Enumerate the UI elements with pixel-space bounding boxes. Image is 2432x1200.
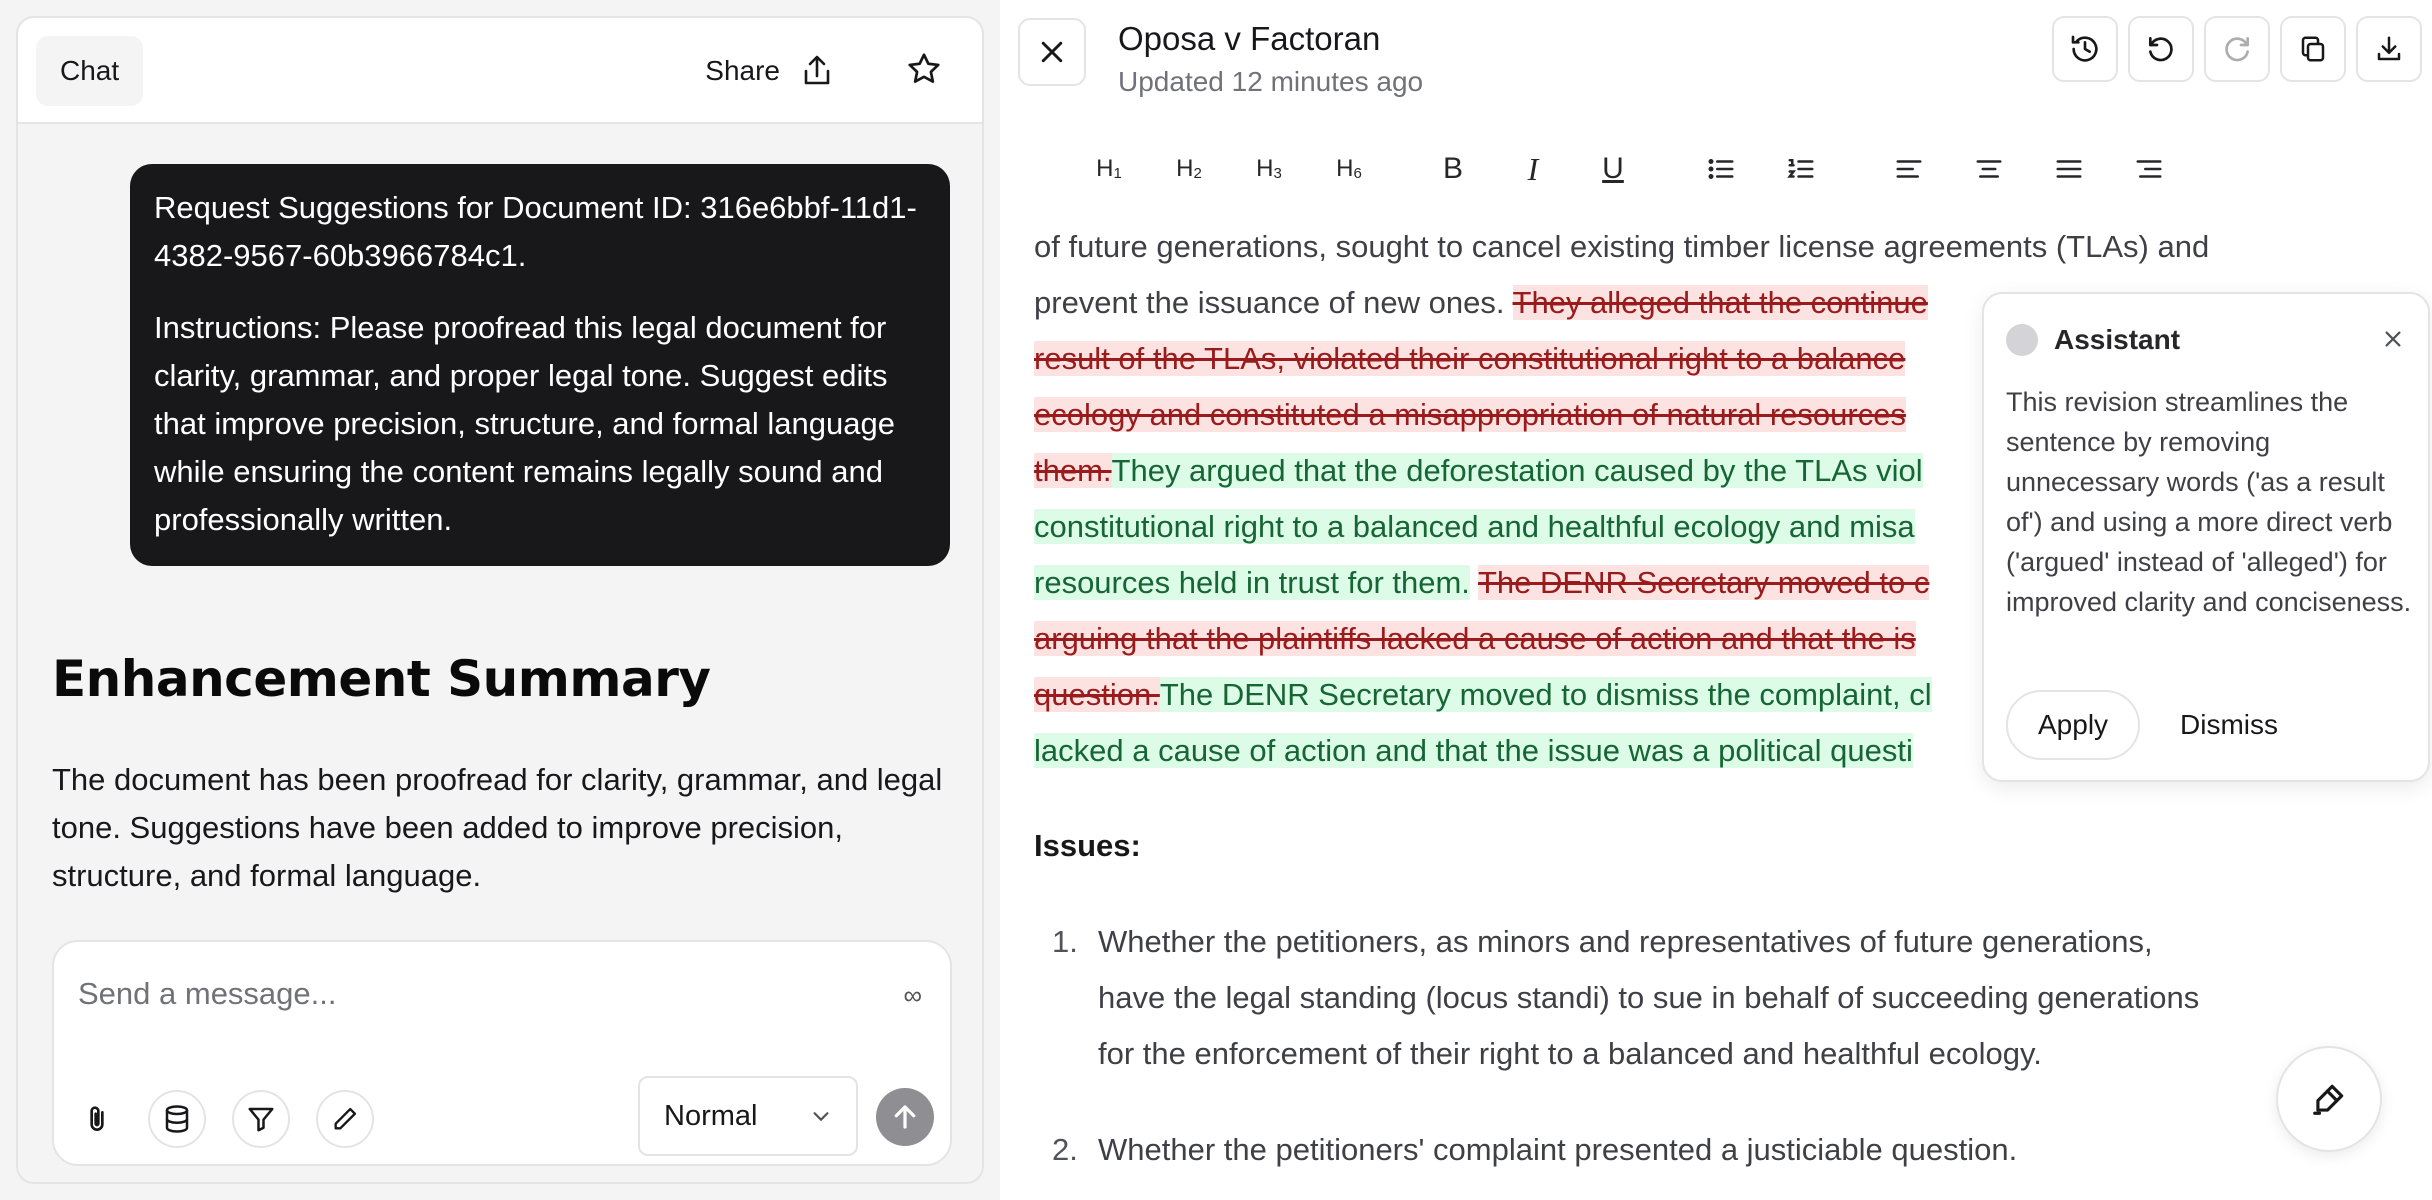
deleted-text: question. bbox=[1034, 677, 1160, 712]
text-line bbox=[1034, 387, 1906, 443]
text-line bbox=[1034, 499, 1915, 555]
document-panel bbox=[1000, 0, 2432, 1200]
list-item-number: 2. bbox=[1052, 1132, 1078, 1167]
heading-1-button[interactable] bbox=[1086, 146, 1132, 192]
upload-icon bbox=[802, 54, 832, 88]
copy-button[interactable] bbox=[2280, 16, 2346, 82]
align-left-icon bbox=[1894, 154, 1924, 184]
dismiss-button[interactable]: Dismiss bbox=[2180, 709, 2278, 740]
list-item-line: for the enforcement of their right to a balanced and healthful ecology. bbox=[1098, 1036, 2042, 1071]
heading-6-level: 6 bbox=[1353, 165, 1362, 182]
close-icon bbox=[1037, 37, 1067, 67]
user-message-request: Request Suggestions for Document ID: 316e6bbf-11d1-4382-9567-60b3966784c1. bbox=[154, 190, 917, 273]
filter-icon bbox=[246, 1104, 276, 1134]
text-line bbox=[1034, 555, 1929, 611]
infinity-icon: ∞ bbox=[903, 980, 922, 1010]
heading-6-button[interactable] bbox=[1326, 146, 1372, 192]
heading-2-level: 2 bbox=[1193, 165, 1202, 182]
inserted-text: The DENR Secretary moved to dismiss the complaint, cl bbox=[1159, 677, 1932, 712]
heading-2-label: H bbox=[1176, 155, 1194, 182]
text-line bbox=[1034, 667, 1932, 723]
deleted-text: them. bbox=[1034, 453, 1112, 488]
version-history-button[interactable] bbox=[2052, 16, 2118, 82]
text-line bbox=[1034, 331, 1905, 387]
favorite-button[interactable] bbox=[906, 51, 946, 91]
inserted-text: constitutional right to a balanced and healthful ecology and misa bbox=[1034, 509, 1915, 544]
redo-button[interactable] bbox=[2204, 16, 2270, 82]
bullet-list-icon bbox=[1706, 154, 1736, 184]
star-icon bbox=[906, 51, 942, 87]
close-document-button[interactable] bbox=[1018, 18, 1086, 86]
chevron-down-icon bbox=[810, 1105, 832, 1127]
suggestion-text: This revision streamlines the sentence by removing unnecessary words ('as a result of') and using a more direct verb ('argued' instead of 'alleged') for improved clarity and conciseness. bbox=[2006, 387, 2412, 617]
text-line bbox=[1034, 219, 2209, 275]
arrow-up-icon bbox=[890, 1102, 920, 1132]
message-composer bbox=[52, 940, 952, 1166]
chat-area bbox=[0, 0, 1000, 1200]
edit-button[interactable] bbox=[316, 1090, 374, 1148]
text-line bbox=[1034, 723, 1913, 779]
text-line bbox=[1034, 275, 1928, 331]
align-center-icon bbox=[1974, 154, 2004, 184]
heading-6-label: H bbox=[1336, 155, 1354, 182]
document-title: Oposa v Factoran bbox=[1118, 20, 1381, 57]
close-icon bbox=[2382, 328, 2404, 350]
align-right-icon bbox=[2134, 154, 2164, 184]
deleted-text: ecology and constituted a misappropriation of natural resources bbox=[1034, 397, 1906, 432]
deleted-text: The DENR Secretary moved to c bbox=[1477, 565, 1930, 600]
copy-icon bbox=[2298, 34, 2328, 64]
database-button[interactable] bbox=[148, 1090, 206, 1148]
chat-panel bbox=[16, 16, 984, 1184]
message-input[interactable] bbox=[78, 976, 838, 1012]
list-item-line: Whether the petitioners' complaint presented a justiciable question. bbox=[1098, 1132, 2018, 1167]
send-button[interactable] bbox=[876, 1088, 934, 1146]
pen-icon bbox=[2310, 1080, 2348, 1118]
document-updated: Updated 12 minutes ago bbox=[1118, 66, 1424, 97]
pencil-icon bbox=[331, 1105, 359, 1133]
underline-icon: U bbox=[1602, 152, 1624, 185]
share-label: Share bbox=[705, 55, 780, 86]
align-justify-button[interactable] bbox=[2046, 146, 2092, 192]
summary-title: Enhancement Summary bbox=[52, 650, 711, 708]
inserted-text: lacked a cause of action and that the issue was a political questi bbox=[1034, 733, 1913, 768]
bold-icon: B bbox=[1442, 152, 1463, 185]
edit-fab-button[interactable] bbox=[2276, 1046, 2382, 1152]
bold-button[interactable] bbox=[1430, 146, 1476, 192]
text-line bbox=[1034, 443, 1923, 499]
download-button[interactable] bbox=[2356, 16, 2422, 82]
chat-header bbox=[18, 18, 982, 124]
user-message bbox=[130, 164, 950, 566]
issues-heading: Issues: bbox=[1034, 828, 1141, 863]
align-left-button[interactable] bbox=[1886, 146, 1932, 192]
deleted-text: result of the TLAs, violated their constitutional right to a balance bbox=[1034, 341, 1906, 376]
assistant-avatar bbox=[2006, 324, 2038, 356]
text-span: prevent the issuance of new ones. bbox=[1034, 285, 1513, 320]
list-item-number: 1. bbox=[1052, 924, 1078, 959]
heading-3-button[interactable] bbox=[1246, 146, 1292, 192]
chat-tab[interactable]: Chat bbox=[36, 36, 143, 106]
mode-select[interactable] bbox=[638, 1076, 858, 1156]
heading-2-button[interactable] bbox=[1166, 146, 1212, 192]
text-span bbox=[1470, 565, 1478, 600]
inserted-text: resources held in trust for them. bbox=[1034, 565, 1470, 600]
text-line bbox=[1034, 611, 1916, 667]
suggestion-author: Assistant bbox=[2054, 324, 2181, 355]
close-suggestion-button[interactable] bbox=[2378, 324, 2408, 354]
bullet-list-button[interactable] bbox=[1698, 146, 1744, 192]
deleted-text: They alleged that the continue bbox=[1512, 285, 1928, 320]
apply-button[interactable]: Apply bbox=[2006, 690, 2140, 760]
numbered-list-icon bbox=[1786, 154, 1816, 184]
filter-button[interactable] bbox=[232, 1090, 290, 1148]
attach-button[interactable] bbox=[68, 1090, 126, 1148]
summary-body: The document has been proofread for clarity, grammar, and legal tone. Suggestions have been added to improve precision, structure, and formal language. bbox=[52, 762, 943, 893]
heading-1-level: 1 bbox=[1113, 165, 1122, 182]
italic-button[interactable] bbox=[1510, 146, 1556, 192]
document-actions bbox=[2052, 16, 2422, 82]
align-justify-icon bbox=[2054, 154, 2084, 184]
history-icon bbox=[2069, 33, 2101, 65]
align-right-button[interactable] bbox=[2126, 146, 2172, 192]
deleted-text: arguing that the plaintiffs lacked a cause of action and that the is bbox=[1034, 621, 1916, 656]
inserted-text: They argued that the deforestation caused by the TLAs viol bbox=[1111, 453, 1923, 488]
suggestion-card bbox=[1982, 292, 2430, 782]
share-button[interactable] bbox=[705, 36, 832, 106]
numbered-list-button[interactable] bbox=[1778, 146, 1824, 192]
redo-icon bbox=[2221, 33, 2253, 65]
database-icon bbox=[162, 1104, 192, 1134]
download-icon bbox=[2374, 34, 2404, 64]
mode-select-value: Normal bbox=[664, 1099, 758, 1132]
user-message-instructions: Instructions: Please proofread this legal document for clarity, grammar, and proper legal tone. Suggest edits that improve precision, structure, and formal language while ensuring the content remains legally sound and professionally written. bbox=[154, 310, 895, 537]
list-item-line: have the legal standing (locus standi) to sue in behalf of succeeding generations bbox=[1098, 980, 2200, 1015]
list-item-line: Whether the petitioners, as minors and representatives of future generations, bbox=[1098, 924, 2153, 959]
undo-button[interactable] bbox=[2128, 16, 2194, 82]
align-center-button[interactable] bbox=[1966, 146, 2012, 192]
paperclip-icon bbox=[81, 1103, 113, 1135]
underline-button[interactable] bbox=[1590, 146, 1636, 192]
undo-icon bbox=[2145, 33, 2177, 65]
heading-1-label: H bbox=[1096, 155, 1114, 182]
text-span: of future generations, sought to cancel existing timber license agreements (TLAs) and bbox=[1034, 229, 2210, 264]
heading-3-label: H bbox=[1256, 155, 1274, 182]
italic-icon: I bbox=[1527, 150, 1539, 187]
heading-3-level: 3 bbox=[1273, 165, 1282, 182]
